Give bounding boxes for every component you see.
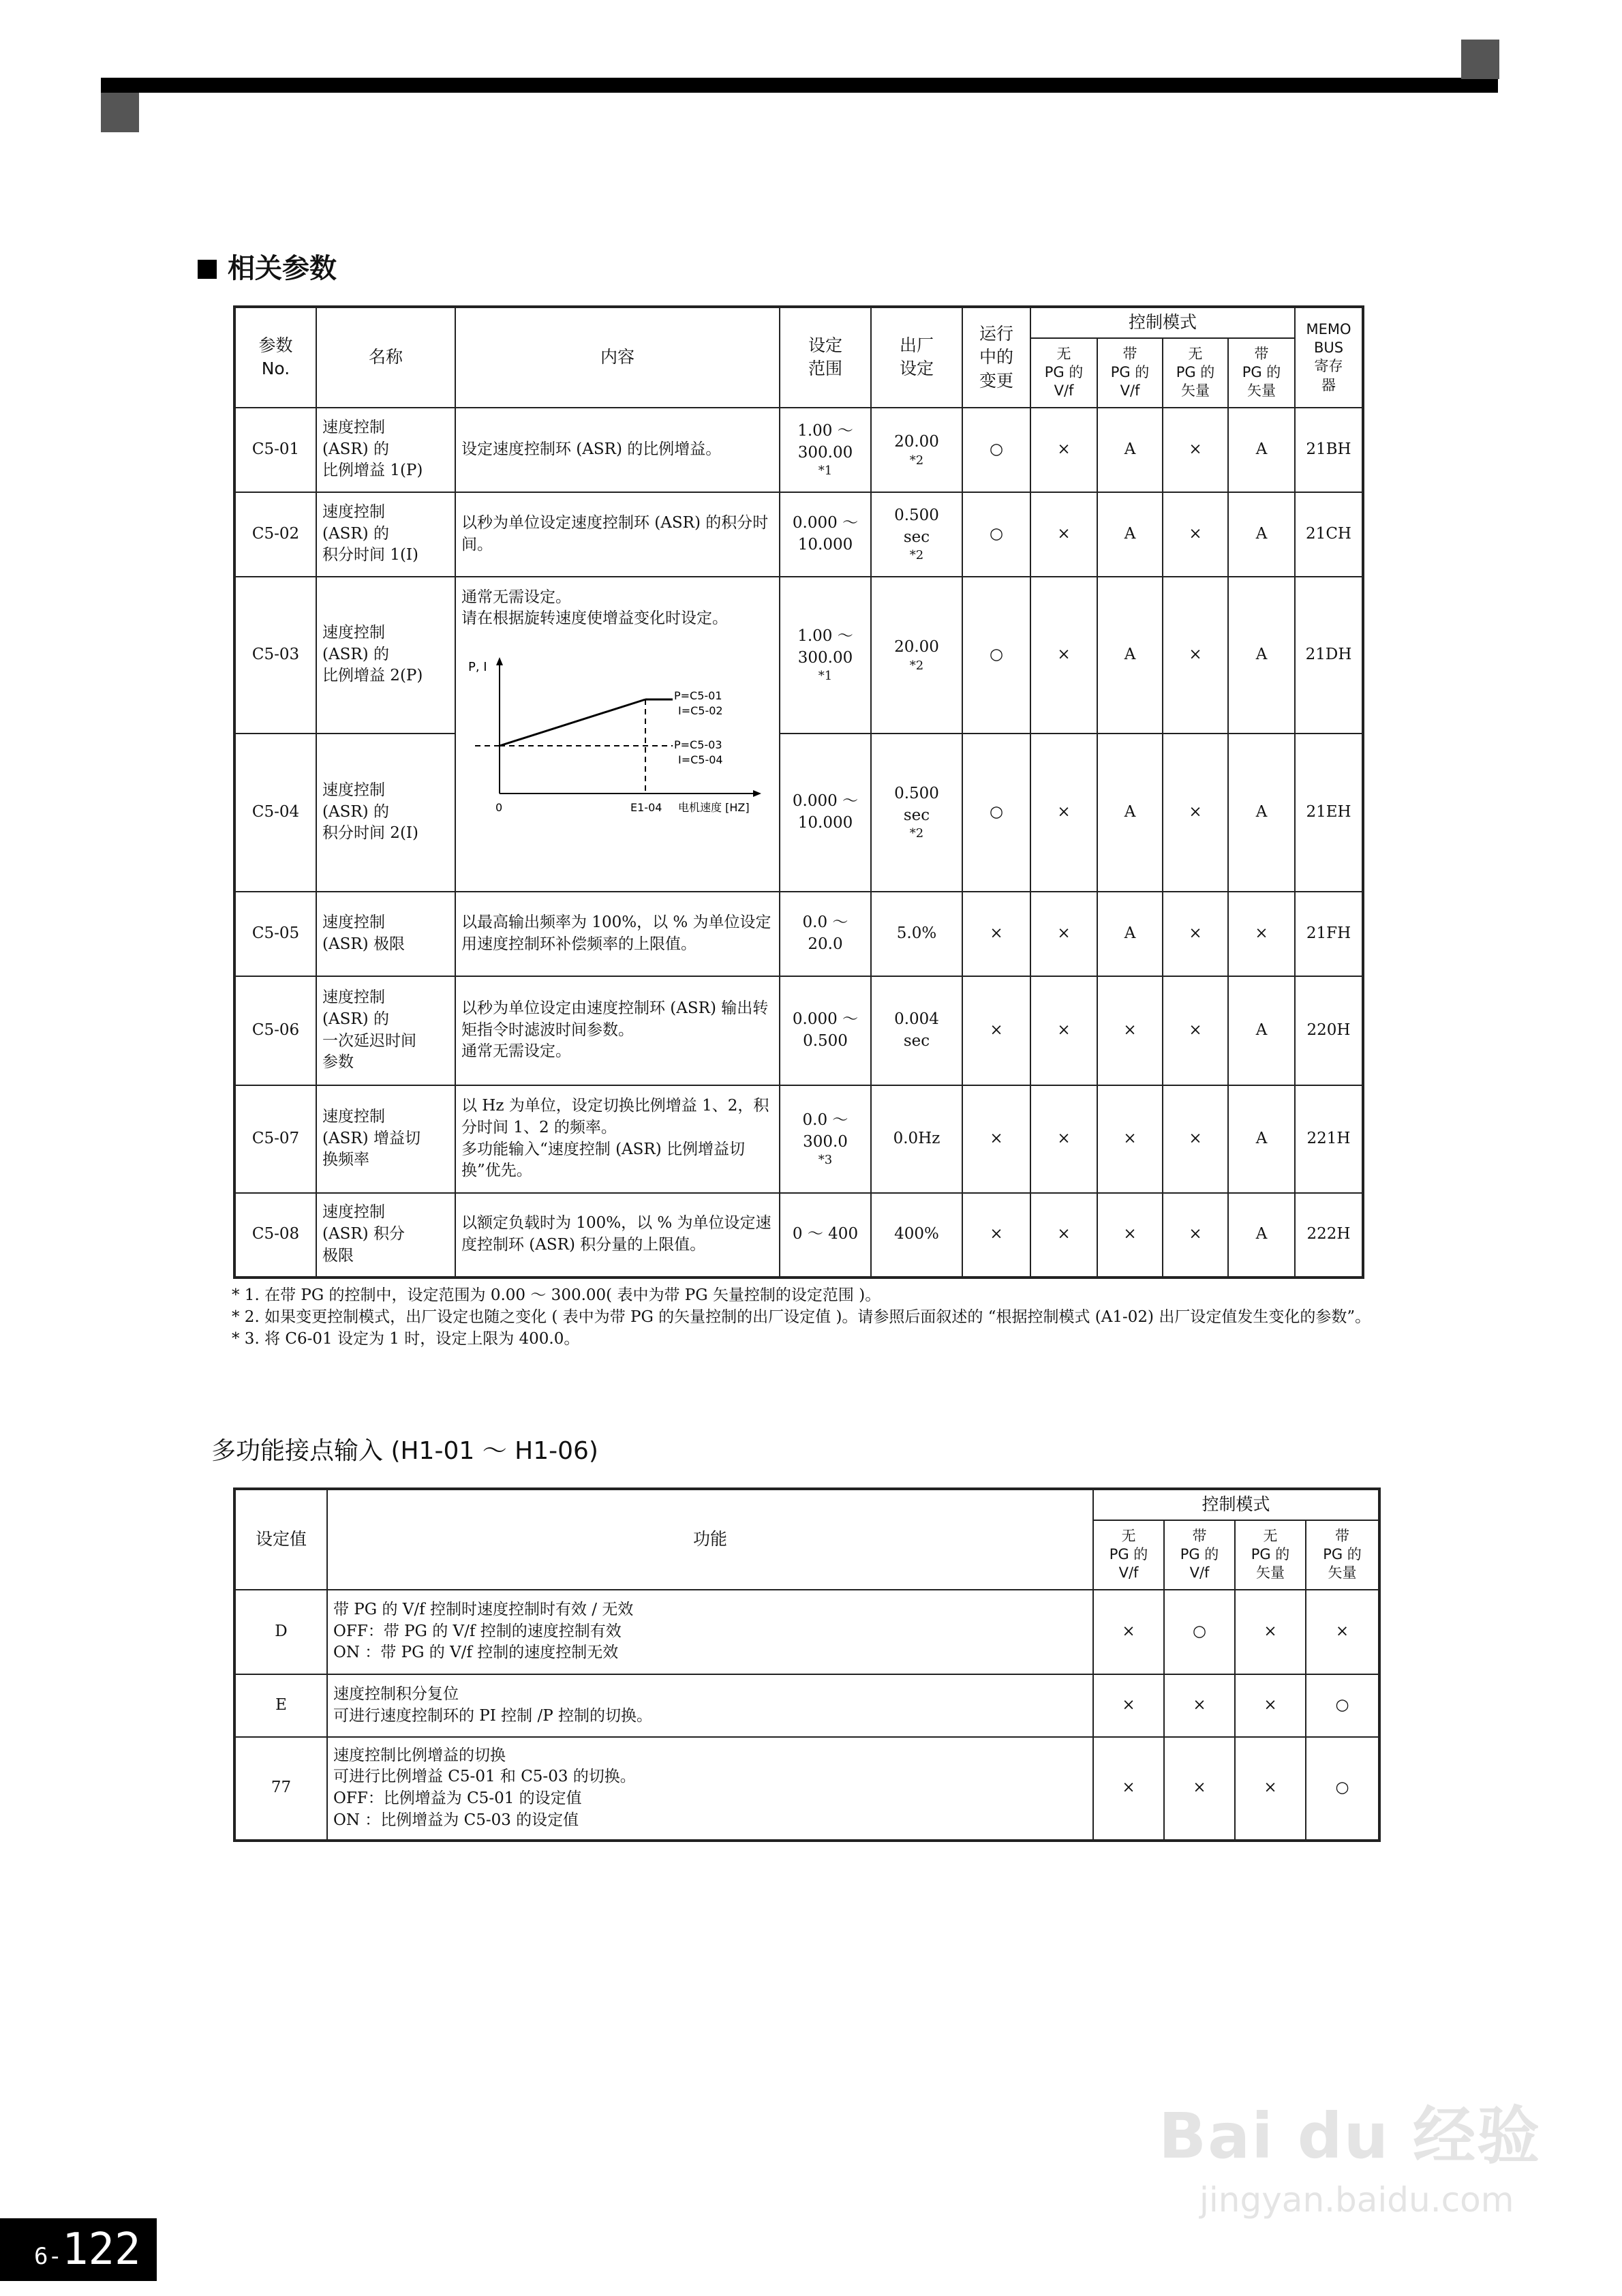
cell-no: C5-06: [234, 976, 316, 1085]
th-change: 运行 中的 变更: [962, 307, 1030, 408]
cell-mode-2: ×: [1097, 1085, 1163, 1193]
th-mode-1: 无 PG 的 V/f: [1030, 338, 1097, 408]
cell-no: C5-08: [234, 1193, 316, 1278]
th-mode-4: 带 PG 的 矢量: [1306, 1520, 1379, 1590]
graph-label-zero: 0: [495, 800, 503, 814]
cell-no: C5-05: [234, 892, 316, 976]
table-row: [234, 1674, 1379, 1737]
cell-default: 0.0Hz: [871, 1085, 962, 1193]
cell-memo: 21CH: [1295, 492, 1363, 577]
table-row: [234, 892, 1363, 976]
table-row: [234, 492, 1363, 577]
cell-mode-1: ×: [1030, 1193, 1097, 1278]
cell-mode-1: ×: [1093, 1590, 1164, 1674]
cell-mode-3: ×: [1163, 734, 1228, 892]
cell-mode-1: ×: [1030, 892, 1097, 976]
cell-change: ○: [962, 492, 1030, 577]
cell-content: 以秒为单位设定速度控制环 (ASR) 的积分时间。: [455, 492, 780, 577]
th-mode-2: 带 PG 的 V/f: [1097, 338, 1163, 408]
cell-content: 以最高输出频率为 100%，以 % 为单位设定用速度控制环补偿频率的上限值。: [455, 892, 780, 976]
cell-value: E: [234, 1674, 327, 1737]
cell-range: 0.0 ～ 20.0: [780, 892, 871, 976]
cell-mode-3: ×: [1163, 892, 1228, 976]
graph-x-label: 电机速度 [HZ]: [678, 800, 750, 814]
cell-default: 0.500 sec *2: [871, 734, 962, 892]
cell-content: 以秒为单位设定由速度控制环 (ASR) 输出转矩指令时滤波时间参数。 通常无需设定。: [455, 976, 780, 1085]
graph-y-arrow: [496, 657, 503, 665]
cell-change: ×: [962, 892, 1030, 976]
related-params-table: [233, 305, 1364, 1279]
cell-mode-3: ×: [1235, 1590, 1306, 1674]
footnote-1: * 1. 在带 PG 的控制中，设定范围为 0.00 ～ 300.00( 表中为带 PG 矢量控制的设定范围 )。: [232, 1286, 881, 1304]
cell-mode-1: ×: [1093, 1737, 1164, 1841]
header-bar: [101, 78, 1498, 93]
cell-name: 速度控制 (ASR) 的 比例增益 2(P): [316, 577, 455, 734]
footnotes: [232, 1284, 1377, 1350]
cell-mode-3: ×: [1163, 976, 1228, 1085]
cell-content: 设定速度控制环 (ASR) 的比例增益。: [455, 408, 780, 492]
cell-memo: 21BH: [1295, 408, 1363, 492]
table-row: [234, 1590, 1379, 1674]
cell-range: 1.00 ～ 300.00 *1: [780, 577, 871, 734]
cell-default: 5.0%: [871, 892, 962, 976]
cell-mode-4: ×: [1306, 1590, 1379, 1674]
cell-memo: 221H: [1295, 1085, 1363, 1193]
th-function: 功能: [327, 1489, 1093, 1590]
cell-mode-2: A: [1097, 492, 1163, 577]
cell-range: 0.000 ～ 0.500: [780, 976, 871, 1085]
cell-name: 速度控制 (ASR) 的 积分时间 2(I): [316, 734, 455, 892]
cell-mode-3: ×: [1163, 1193, 1228, 1278]
graph-slope-line: [500, 699, 645, 746]
cell-content: 通常无需设定。 请在根据旋转速度使增益变化时设定。: [461, 588, 728, 628]
th-default: 出厂 设定: [871, 307, 962, 408]
cell-mode-3: ×: [1163, 492, 1228, 577]
cell-mode-3: ×: [1163, 577, 1228, 734]
cell-change: ○: [962, 577, 1030, 734]
cell-mode-4: ○: [1306, 1737, 1379, 1841]
cell-mode-1: ×: [1030, 492, 1097, 577]
cell-mode-2: ○: [1164, 1590, 1235, 1674]
section-title-related-params: 相关参数: [198, 247, 337, 286]
th-mode-3: 无 PG 的 矢量: [1163, 338, 1228, 408]
watermark-logo: Bai du 经验: [1159, 2100, 1542, 2173]
cell-name: 速度控制 (ASR) 的 积分时间 1(I): [316, 492, 455, 577]
cell-mode-2: ×: [1164, 1674, 1235, 1737]
cell-change: ×: [962, 1085, 1030, 1193]
th-mode-3: 无 PG 的 矢量: [1235, 1520, 1306, 1590]
cell-range: 0.0 ～ 300.0 *3: [780, 1085, 871, 1193]
cell-mode-2: A: [1097, 408, 1163, 492]
table-row: [234, 976, 1363, 1085]
cell-mode-1: ×: [1030, 734, 1097, 892]
cell-default: 0.500 sec *2: [871, 492, 962, 577]
cell-name: 速度控制 (ASR) 极限: [316, 892, 455, 976]
graph-label-p2: P=C5-03: [674, 738, 722, 751]
cell-range: 0.000 ～ 10.000: [780, 492, 871, 577]
header-square-left: [101, 93, 139, 132]
th-param: 参数 No.: [234, 307, 316, 408]
cell-name: 速度控制 (ASR) 的 比例增益 1(P): [316, 408, 455, 492]
cell-memo: 21DH: [1295, 577, 1363, 734]
footnote-3: * 3. 将 C6-01 设定为 1 时，设定上限为 400.0。: [232, 1330, 580, 1348]
multifunction-input-table: [233, 1487, 1381, 1842]
th-ctrl-mode: 控制模式: [1030, 307, 1295, 338]
cell-memo: 220H: [1295, 976, 1363, 1085]
cell-value: D: [234, 1590, 327, 1674]
cell-mode-4: A: [1228, 1085, 1295, 1193]
cell-mode-1: ×: [1030, 976, 1097, 1085]
graph-label-i2: I=C5-04: [678, 753, 723, 766]
cell-mode-1: ×: [1030, 577, 1097, 734]
cell-mode-4: ○: [1306, 1674, 1379, 1737]
cell-memo: 222H: [1295, 1193, 1363, 1278]
cell-change: ×: [962, 976, 1030, 1085]
cell-range: 0 ～ 400: [780, 1193, 871, 1278]
cell-no: C5-02: [234, 492, 316, 577]
cell-mode-4: ×: [1228, 892, 1295, 976]
cell-name: 速度控制 (ASR) 增益切 换频率: [316, 1085, 455, 1193]
graph-label-i1: I=C5-02: [678, 704, 723, 717]
cell-mode-2: A: [1097, 734, 1163, 892]
th-memobus: MEMO BUS 寄存 器: [1295, 307, 1363, 408]
page-number-value: 122: [61, 2224, 141, 2275]
cell-change: ○: [962, 408, 1030, 492]
cell-mode-4: A: [1228, 577, 1295, 734]
table-row: [234, 408, 1363, 492]
cell-mode-2: ×: [1097, 1193, 1163, 1278]
cell-mode-2: ×: [1164, 1737, 1235, 1841]
cell-content: 以额定负载时为 100%，以 % 为单位设定速度控制环 (ASR) 积分量的上限值。: [455, 1193, 780, 1278]
table-row: [234, 1193, 1363, 1278]
cell-name: 速度控制 (ASR) 积分 极限: [316, 1193, 455, 1278]
cell-default: 0.004 sec: [871, 976, 962, 1085]
cell-change: ○: [962, 734, 1030, 892]
cell-content: 以 Hz 为单位，设定切换比例增益 1、2，积分时间 1、2 的频率。 多功能输入“速度控制 (ASR) 比例增益切换”优先。: [455, 1085, 780, 1193]
cell-default: 20.00 *2: [871, 408, 962, 492]
th-mode-4: 带 PG 的 矢量: [1228, 338, 1295, 408]
cell-range: 1.00 ～ 300.00 *1: [780, 408, 871, 492]
gain-graph: [461, 644, 772, 814]
section-title-multifunction: 多功能接点输入 (H1-01 ～ H1-06): [211, 1437, 598, 1465]
cell-memo: 21FH: [1295, 892, 1363, 976]
cell-no: C5-03: [234, 577, 316, 734]
th-name: 名称: [316, 307, 455, 408]
th-mode-2: 带 PG 的 V/f: [1164, 1520, 1235, 1590]
th-mode-1: 无 PG 的 V/f: [1093, 1520, 1164, 1590]
cell-change: ×: [962, 1193, 1030, 1278]
cell-mode-4: A: [1228, 734, 1295, 892]
page-prefix: 6-: [34, 2243, 62, 2270]
cell-mode-4: A: [1228, 1193, 1295, 1278]
cell-mode-3: ×: [1235, 1737, 1306, 1841]
cell-function: 速度控制比例增益的切换 可进行比例增益 C5-01 和 C5-03 的切换。 OFF：比例增益为 C5-01 的设定值 ON ：比例增益为 C5-03 的设定值: [327, 1737, 1093, 1841]
cell-mode-4: A: [1228, 976, 1295, 1085]
cell-mode-4: A: [1228, 408, 1295, 492]
cell-no: C5-01: [234, 408, 316, 492]
cell-memo: 21EH: [1295, 734, 1363, 892]
page-number: [0, 2218, 157, 2281]
th-value: 设定值: [234, 1489, 327, 1590]
cell-function: 速度控制积分复位 可进行速度控制环的 PI 控制 /P 控制的切换。: [327, 1674, 1093, 1737]
table-row: [234, 577, 1363, 734]
th-content: 内容: [455, 307, 780, 408]
cell-default: 400%: [871, 1193, 962, 1278]
th-ctrl-mode: 控制模式: [1093, 1489, 1379, 1520]
graph-label-p1: P=C5-01: [674, 689, 722, 702]
cell-mode-2: A: [1097, 577, 1163, 734]
cell-mode-3: ×: [1163, 408, 1228, 492]
watermark-url: jingyan.baidu.com: [1199, 2180, 1514, 2220]
cell-function: 带 PG 的 V/f 控制时速度控制时有效 / 无效 OFF：带 PG 的 V/f 控制的速度控制有效 ON ：带 PG 的 V/f 控制的速度控制无效: [327, 1590, 1093, 1674]
cell-range: 0.000 ～ 10.000: [780, 734, 871, 892]
header-square-right: [1461, 40, 1499, 79]
table-row: [234, 1085, 1363, 1193]
black-square-icon: [198, 260, 217, 279]
cell-mode-1: ×: [1093, 1674, 1164, 1737]
cell-mode-1: ×: [1030, 408, 1097, 492]
cell-no: C5-04: [234, 734, 316, 892]
cell-mode-3: ×: [1235, 1674, 1306, 1737]
cell-mode-3: ×: [1163, 1085, 1228, 1193]
graph-label-e104: E1-04: [630, 800, 662, 814]
table-row: [234, 1737, 1379, 1841]
footnote-2: * 2. 如果变更控制模式，出厂设定也随之变化 ( 表中为带 PG 的矢量控制的出厂设定值 )。请参照后面叙述的 “根据控制模式 (A1-02) 出厂设定值发生变化的参数”。: [232, 1308, 1371, 1327]
cell-no: C5-07: [234, 1085, 316, 1193]
cell-default: 20.00 *2: [871, 577, 962, 734]
th-range: 设定 范围: [780, 307, 871, 408]
cell-content-merged: [455, 577, 780, 892]
cell-value: 77: [234, 1737, 327, 1841]
graph-y-label: P, I: [468, 659, 487, 674]
graph-x-arrow: [753, 790, 761, 797]
table-row: [234, 734, 1363, 892]
cell-mode-4: A: [1228, 492, 1295, 577]
cell-mode-2: ×: [1097, 976, 1163, 1085]
cell-name: 速度控制 (ASR) 的 一次延迟时间 参数: [316, 976, 455, 1085]
cell-mode-1: ×: [1030, 1085, 1097, 1193]
cell-mode-2: A: [1097, 892, 1163, 976]
